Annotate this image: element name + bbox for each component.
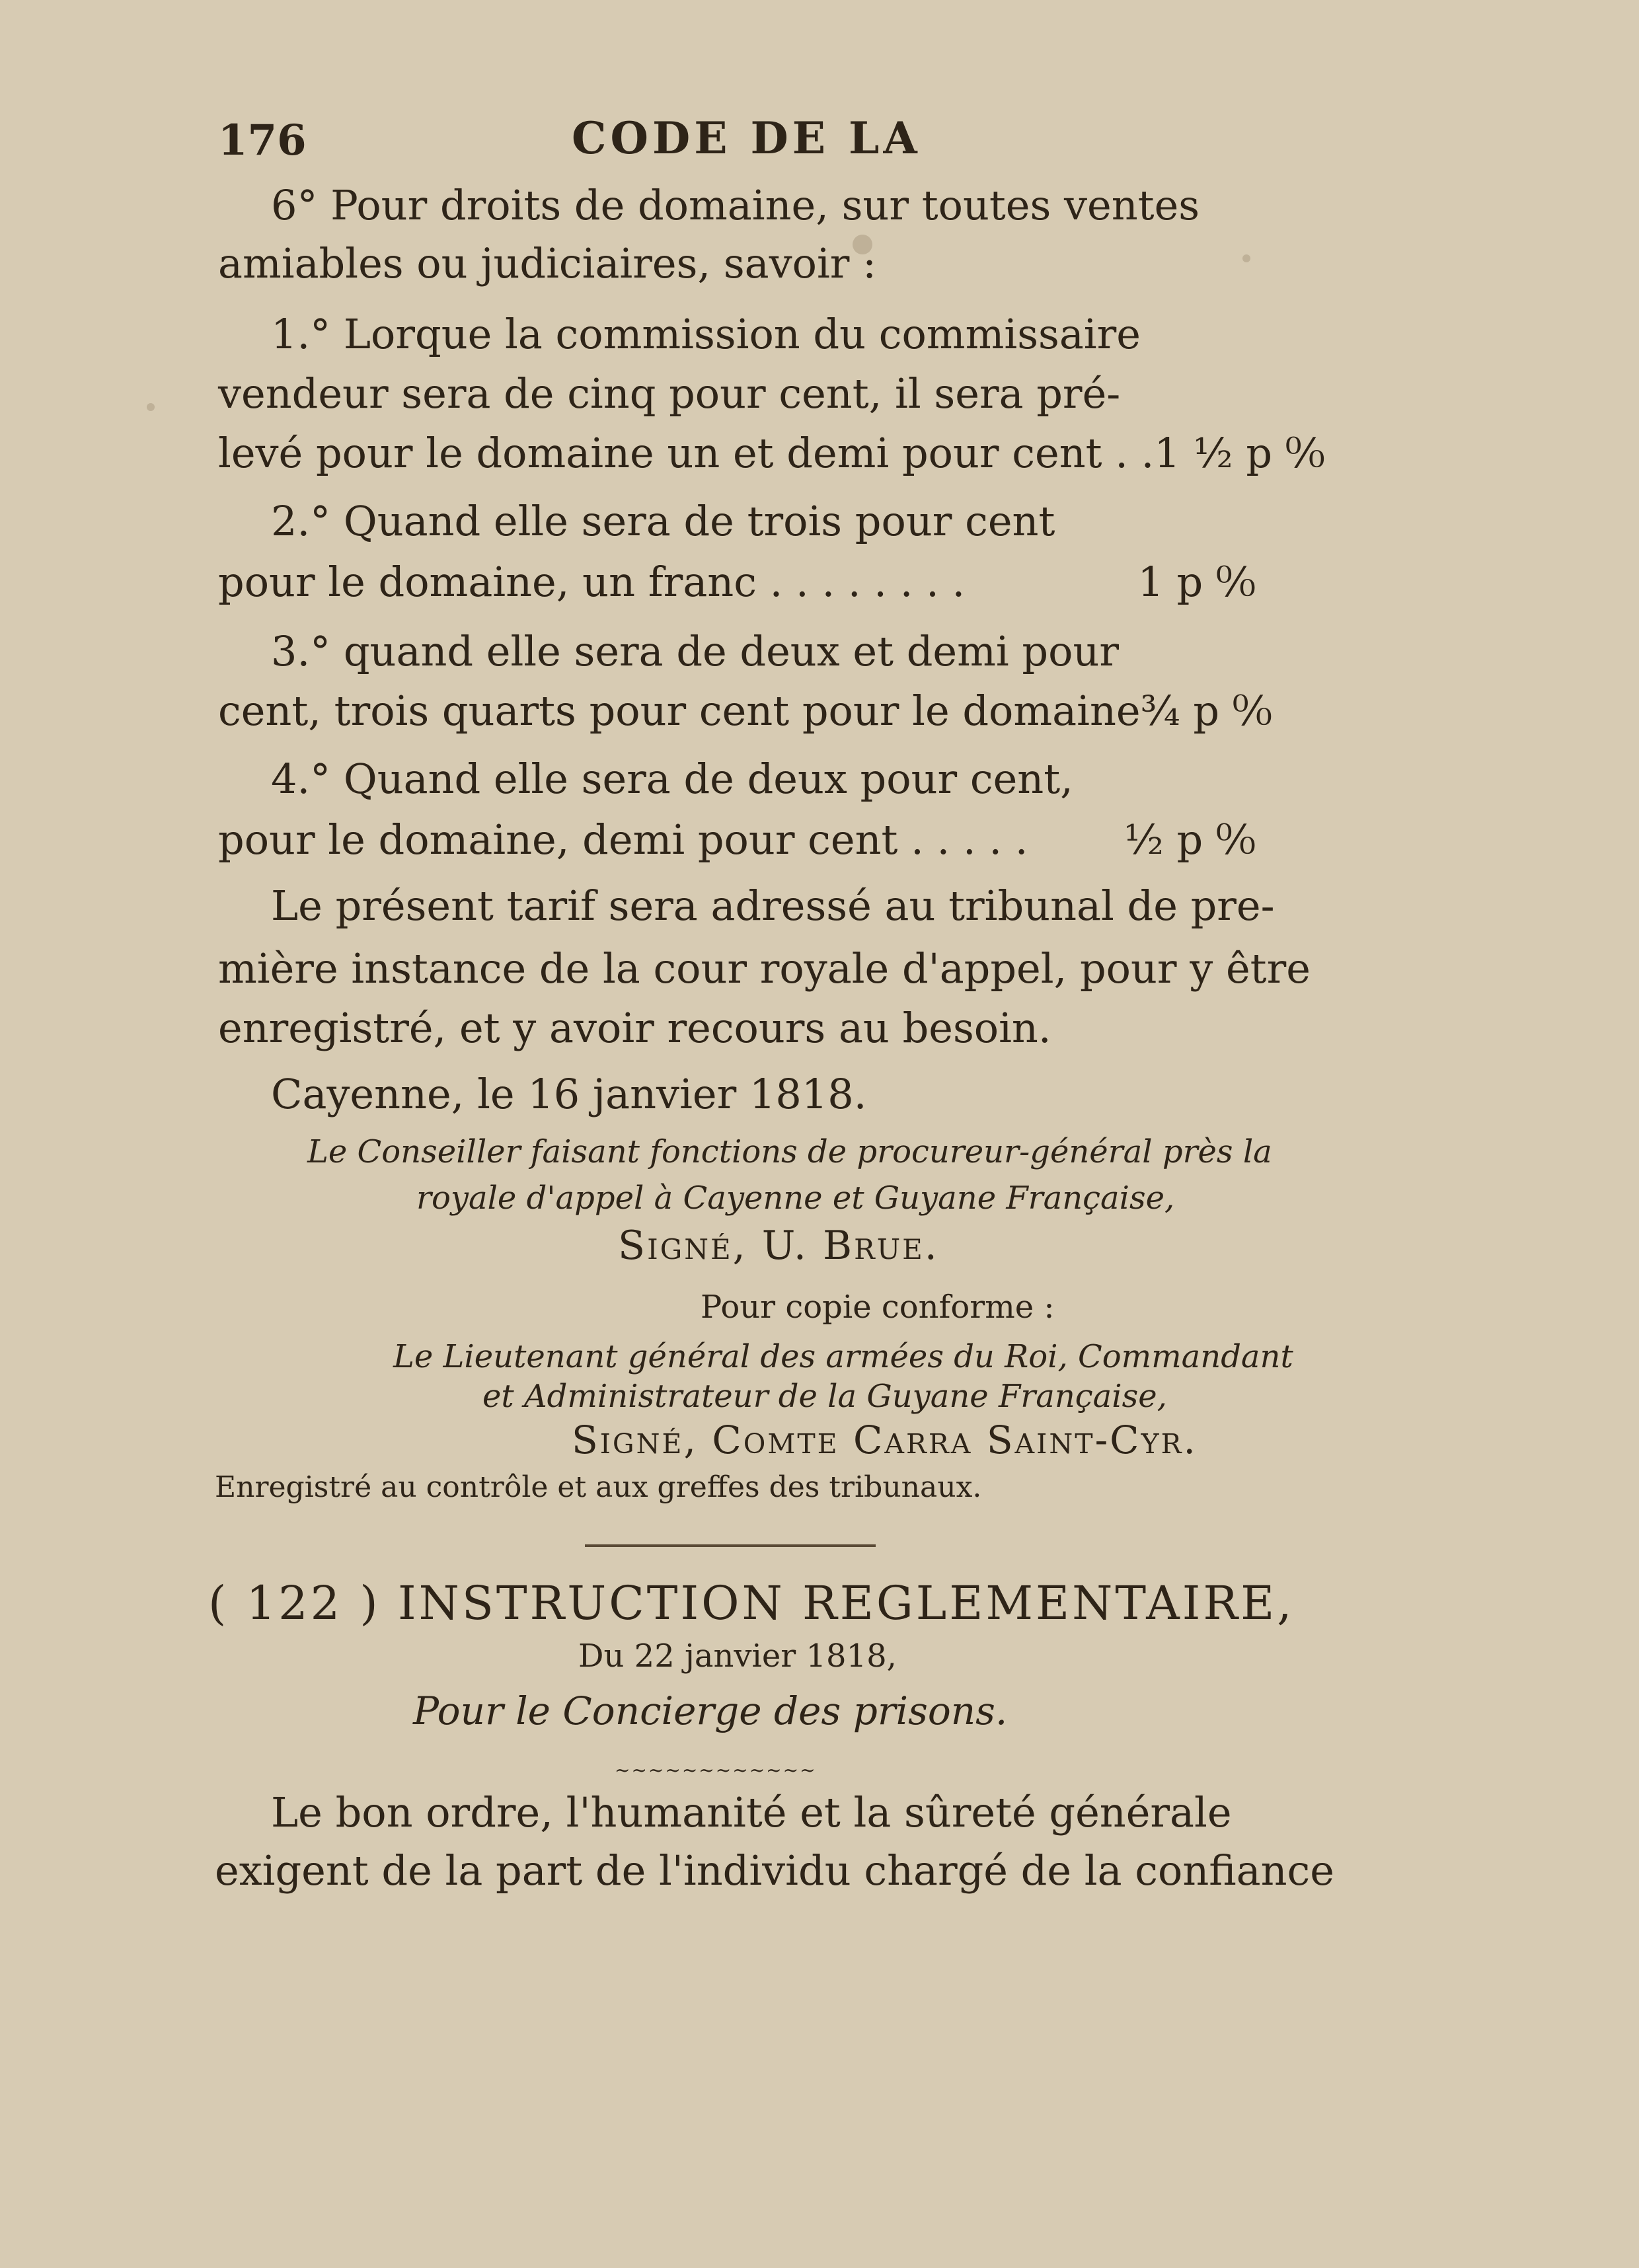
text-line: enregistré, et y avoir recours au besoin. (218, 1004, 1051, 1052)
text-line: Le présent tarif sera adressé au tribunal de pre- (271, 882, 1275, 930)
section-heading: ( 122 ) INSTRUCTION REGLEMENTAIRE, (208, 1576, 1295, 1630)
tariff-amount: ½ p ⁰⁄₀ (1124, 815, 1256, 864)
text-line: 6° Pour droits de domaine, sur toutes ventes (271, 181, 1200, 229)
tariff-line (218, 558, 1256, 606)
divider (585, 1544, 876, 1547)
text-line: exigent de la part de l'individu chargé de la confiance (215, 1846, 1334, 1895)
ornament: ~~~~~~~~~~~~ (615, 1759, 817, 1781)
tariff-text: pour le domaine, demi pour cent . . . . . (218, 815, 1028, 864)
signature-role: royale d'appel à Cayenne et Guyane Française, (416, 1180, 1175, 1217)
copy-note: Pour copie conforme : (701, 1289, 1055, 1326)
speck (147, 403, 155, 411)
section-date: Du 22 janvier 1818, (578, 1638, 897, 1675)
registration-note: Enregistré au contrôle et aux greffes des tribunaux. (215, 1470, 982, 1504)
signature-role: Le Conseiller faisant fonctions de procureur-général près la (307, 1133, 1272, 1170)
tariff-line (218, 687, 1272, 735)
tariff-text: pour le domaine, un franc . . . . . . . . (218, 558, 966, 606)
running-title: CODE DE LA (572, 112, 921, 164)
text-line: 1.° Lorque la commission du commissaire (271, 310, 1141, 358)
tariff-line (218, 815, 1256, 864)
signature-role: et Administrateur de la Guyane Française, (482, 1378, 1167, 1415)
text-line: mière instance de la cour royale d'appel, pour y être (218, 944, 1311, 993)
text-line: 3.° quand elle sera de deux et demi pour (271, 627, 1120, 675)
text-line: 2.° Quand elle sera de trois pour cent (271, 497, 1055, 545)
text-line: vendeur sera de cinq pour cent, il sera pré- (218, 369, 1121, 418)
section-subtitle: Pour le Concierge des prisons. (413, 1688, 1008, 1733)
signature: Signé, Comte Carra Saint-Cyr. (572, 1418, 1198, 1462)
place-date: Cayenne, le 16 janvier 1818. (271, 1070, 867, 1118)
text-line: 4.° Quand elle sera de deux pour cent, (271, 755, 1073, 803)
text-line: Le bon ordre, l'humanité et la sûreté générale (271, 1788, 1232, 1836)
tariff-text: cent, trois quarts pour cent pour le domaine (218, 687, 1141, 735)
signature-role: Le Lieutenant général des armées du Roi, Commandant (393, 1338, 1293, 1375)
text-line: amiables ou judiciaires, savoir : (218, 239, 877, 287)
tariff-line (218, 429, 1325, 477)
signature: Signé, U. Brue. (618, 1223, 939, 1269)
page-number: 176 (218, 116, 307, 165)
tariff-amount: 1 ½ p ⁰⁄₀ (1154, 429, 1325, 477)
tariff-amount: 1 p ⁰⁄₀ (1137, 558, 1256, 606)
speck (1242, 254, 1250, 262)
tariff-text: levé pour le domaine un et demi pour cent . . (218, 429, 1155, 477)
tariff-amount: ¾ p ⁰⁄₀ (1140, 687, 1272, 735)
